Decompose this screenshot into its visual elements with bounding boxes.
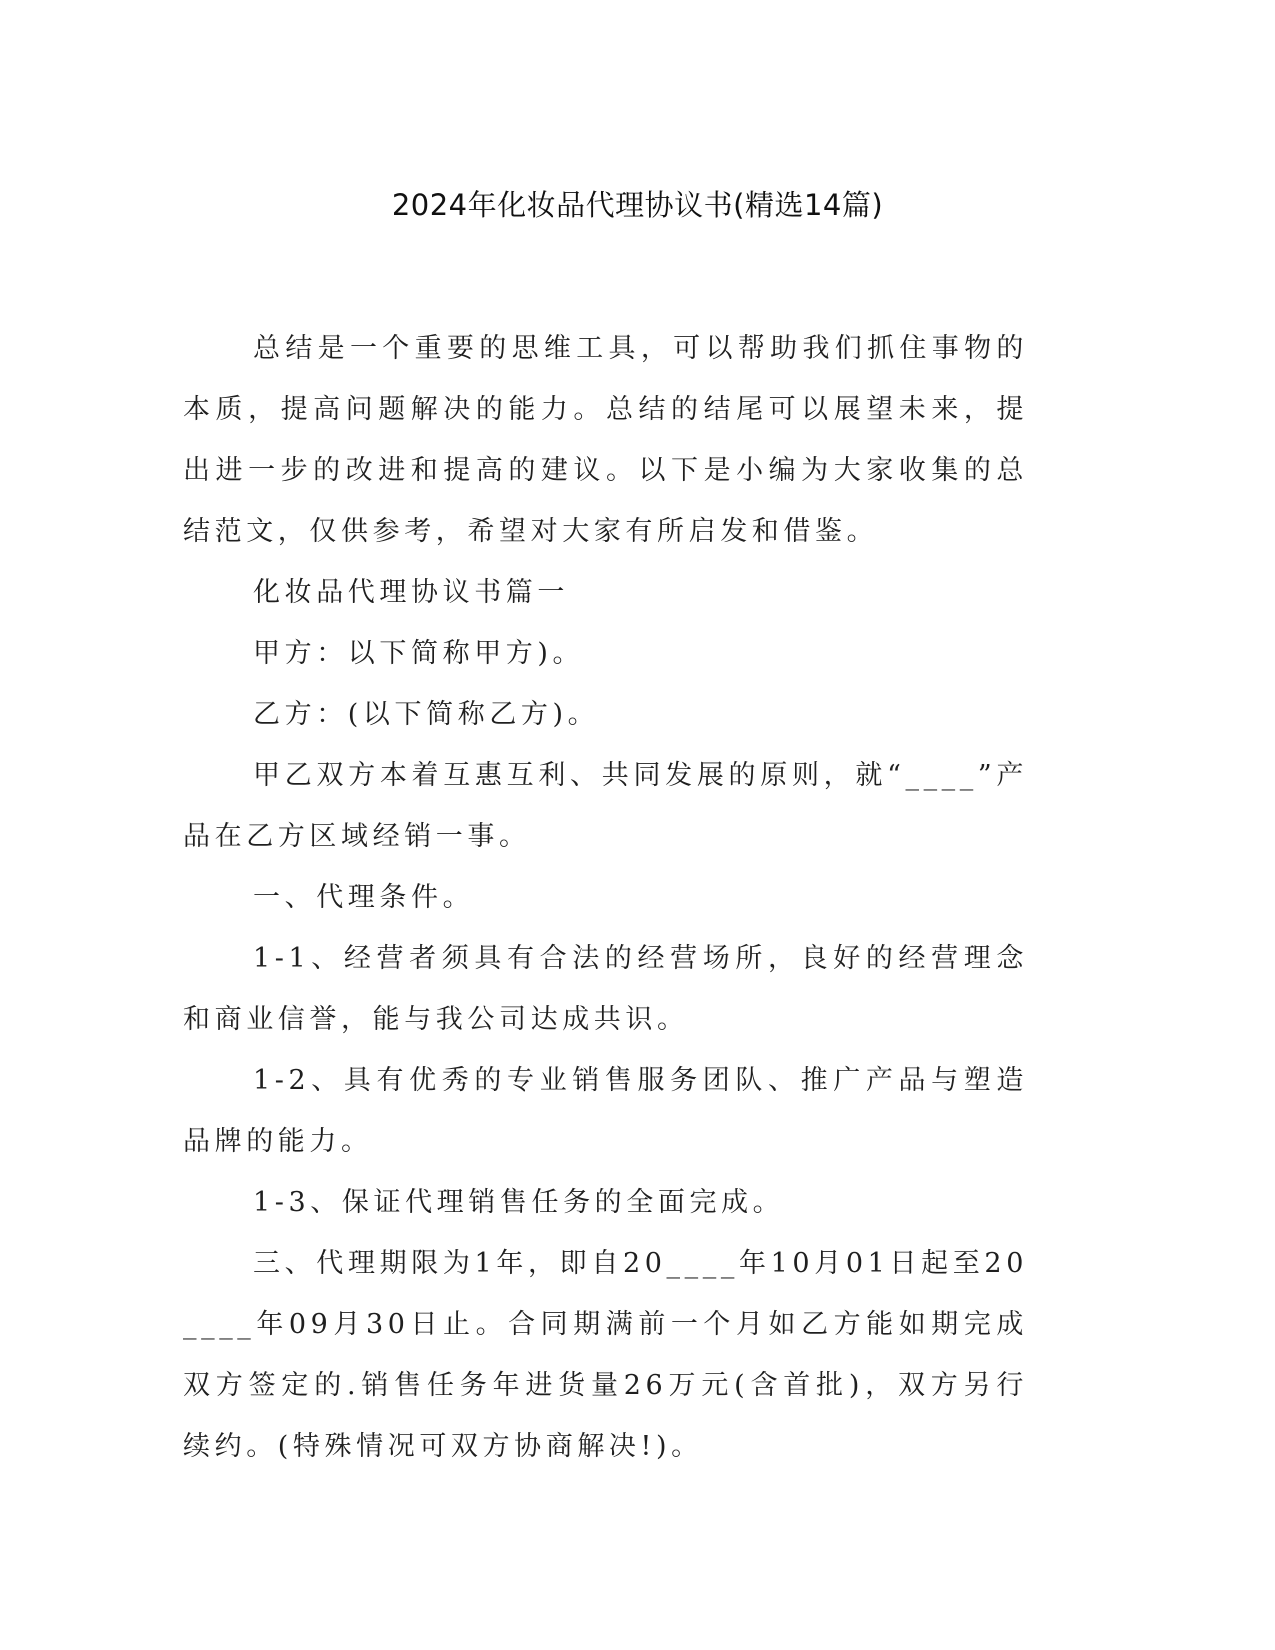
party-a-line: 甲方：以下简称甲方)。 xyxy=(253,638,585,669)
agreement-purpose-paragraph: 甲乙双方本着互惠互利、共同发展的原则，就“____”产品在乙方区域经销一事。 xyxy=(183,760,1028,852)
clause-1-3: 1-3、保证代理销售任务的全面完成。 xyxy=(253,1187,785,1218)
clause-1-1: 1-1、经营者须具有合法的经营场所，良好的经营理念和商业信誉，能与我公司达成共识。 xyxy=(183,943,1028,1035)
clause-1-2: 1-2、具有优秀的专业销售服务团队、推广产品与塑造品牌的能力。 xyxy=(183,1065,1028,1157)
intro-paragraph: 总结是一个重要的思维工具，可以帮助我们抓住事物的本质，提高问题解决的能力。总结的结尾可以展望未来，提出进一步的改进和提高的建议。以下是小编为大家收集的总结范文，仅供参考，希望对大家有所启发和借鉴。 xyxy=(183,333,1028,547)
party-b-line: 乙方：(以下简称乙方)。 xyxy=(253,699,600,730)
clause-heading-agency-conditions: 一、代理条件。 xyxy=(253,882,475,913)
document-title: 2024年化妆品代理协议书(精选14篇) xyxy=(391,188,884,222)
document-body xyxy=(183,318,1028,1477)
clause-agency-term: 三、代理期限为1年，即自20____年10月01日起至20____年09月30日止。合同期满前一个月如乙方能如期完成双方签定的.销售任务年进货量26万元(含首批)，双方另行续约。(特殊情况可双方协商解决!)。 xyxy=(183,1248,1028,1462)
section-heading-part-one: 化妆品代理协议书篇一 xyxy=(253,577,569,608)
